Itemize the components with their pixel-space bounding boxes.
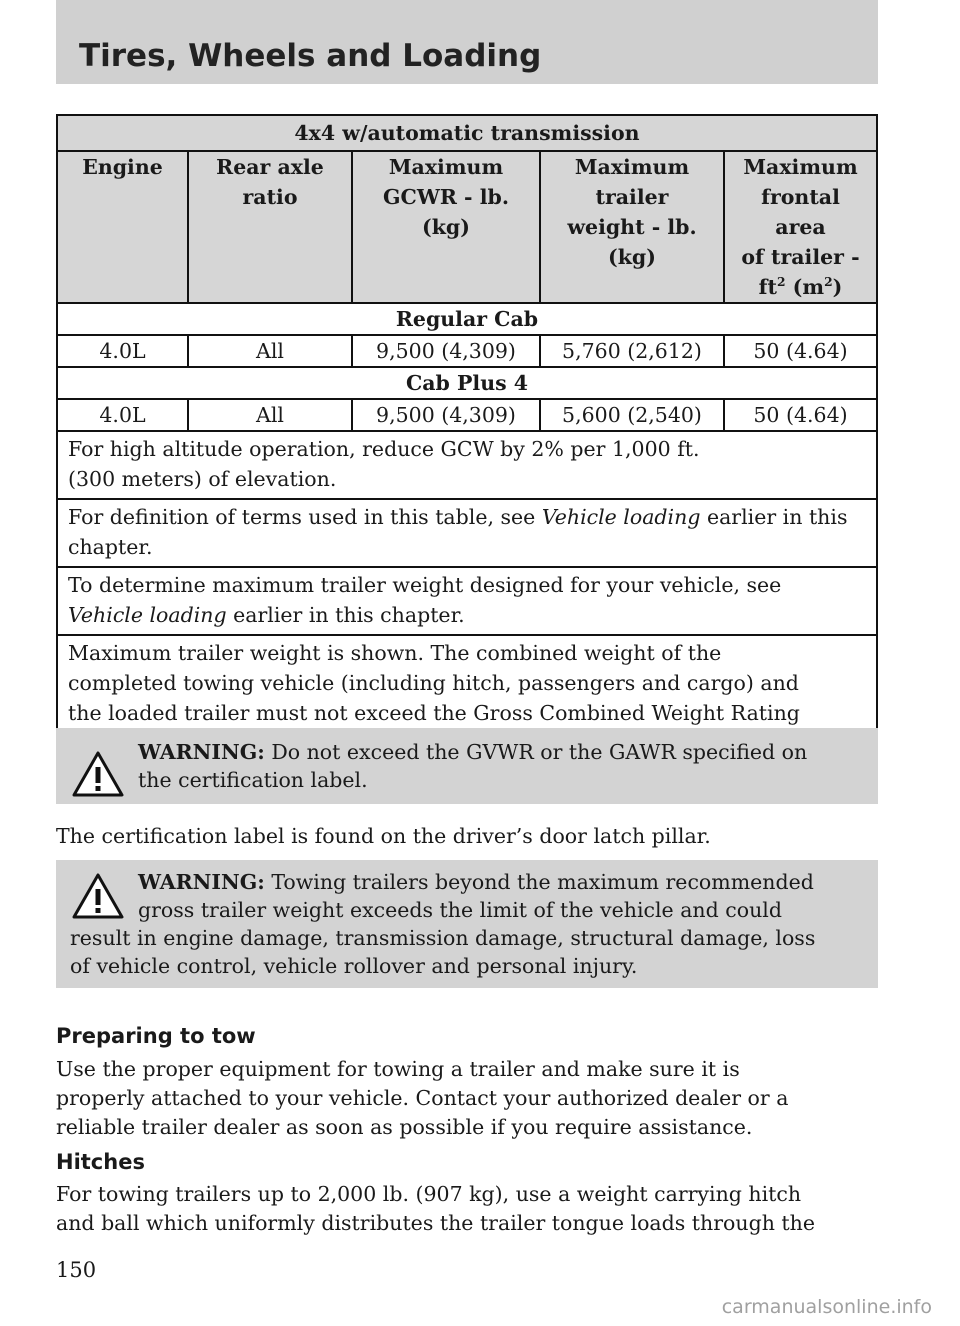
col-trailer-line: (kg) (608, 245, 656, 269)
table-row (57, 335, 877, 367)
note-determine (57, 567, 877, 635)
col-gcwr (352, 151, 540, 303)
group-label: Regular Cab (57, 303, 877, 335)
group-label: Cab Plus 4 (57, 367, 877, 399)
note-row (57, 567, 877, 635)
col-frontal-line: Maximum (743, 155, 858, 179)
warning-line: result in engine damage, transmission damage, structural damage, loss (70, 926, 816, 950)
note-definition (57, 499, 877, 567)
towing-spec-table (56, 114, 878, 764)
warning-box-towing (56, 860, 878, 988)
hitches-text (56, 1180, 886, 1238)
warning-text (70, 868, 864, 980)
col-gcwr-line: Maximum (388, 155, 504, 179)
col-trailer (540, 151, 724, 303)
warning-label: WARNING: (138, 870, 265, 894)
unit-m: (m (792, 275, 825, 299)
vehicle-loading-reference: Vehicle loading (541, 505, 701, 529)
group-row-regular-cab (57, 303, 877, 335)
col-frontal-line: of trailer - (741, 245, 860, 269)
warning-triangle-icon (72, 872, 124, 920)
col-gcwr-line: GCWR - lb. (383, 185, 509, 209)
col-axle (188, 151, 352, 303)
unit-close: ) (832, 275, 843, 299)
watermark: carmanualsonline.info (721, 1296, 932, 1318)
col-frontal-line: frontal area (761, 185, 840, 239)
preparing-text (56, 1055, 886, 1142)
note-altitude (57, 431, 877, 499)
unit-m-exp: 2 (824, 274, 833, 290)
cell-gcwr: 9,500 (4,309) (352, 399, 540, 431)
text-line: reliable trailer dealer as soon as possible if you require assistance. (56, 1115, 753, 1139)
table-title-row (57, 115, 877, 151)
col-engine-label: Engine (82, 155, 163, 179)
col-frontal-units (759, 275, 843, 299)
note-text: For definition of terms used in this table, see (68, 505, 542, 529)
warning-line: the certification label. (138, 768, 368, 792)
warning-line: Towing trailers beyond the maximum recommended (264, 870, 814, 894)
hitches-heading: Hitches (56, 1150, 145, 1174)
note-line: For high altitude operation, reduce GCW by 2% per 1,000 ft. (68, 437, 700, 461)
note-text: earlier in this chapter. (226, 603, 465, 627)
col-frontal (724, 151, 877, 303)
col-axle-line: ratio (242, 185, 298, 209)
warning-text (138, 738, 864, 794)
vehicle-loading-reference: Vehicle loading (68, 603, 227, 627)
cell-gcwr: 9,500 (4,309) (352, 335, 540, 367)
warning-line: Do not exceed the GVWR or the GAWR specified on (264, 740, 808, 764)
text-line: properly attached to your vehicle. Contact your authorized dealer or a (56, 1086, 789, 1110)
group-row-cab-plus-4 (57, 367, 877, 399)
cell-frontal: 50 (4.64) (724, 399, 877, 431)
note-row (57, 499, 877, 567)
warning-label: WARNING: (138, 740, 265, 764)
table-row (57, 399, 877, 431)
preparing-heading: Preparing to tow (56, 1024, 256, 1048)
cell-axle: All (188, 335, 352, 367)
note-text: To determine maximum trailer weight designed for your vehicle, see (68, 573, 782, 597)
col-engine (57, 151, 188, 303)
text-line: For towing trailers up to 2,000 lb. (907 kg), use a weight carrying hitch (56, 1182, 802, 1206)
note-line: (300 meters) of elevation. (68, 467, 337, 491)
warning-line: gross trailer weight exceeds the limit of the vehicle and could (138, 898, 782, 922)
col-trailer-line: Maximum (574, 155, 690, 179)
note-line: the loaded trailer must not exceed the Gross Combined Weight Rating (68, 701, 800, 725)
unit-ft-exp: 2 (776, 274, 786, 290)
note-line: completed towing vehicle (including hitch, passengers and cargo) and (68, 671, 799, 695)
col-trailer-line: weight - lb. (567, 215, 697, 239)
text-line: Use the proper equipment for towing a trailer and make sure it is (56, 1057, 740, 1081)
note-text: earlier in this chapter. (68, 505, 848, 559)
warning-line: of vehicle control, vehicle rollover and personal injury. (70, 954, 638, 978)
cell-trailer: 5,600 (2,540) (540, 399, 724, 431)
certification-text: The certification label is found on the driver’s door latch pillar. (56, 824, 711, 848)
section-title: Tires, Wheels and Loading (79, 38, 542, 74)
page-number: 150 (56, 1258, 97, 1282)
cell-trailer: 5,760 (2,612) (540, 335, 724, 367)
text-line: and ball which uniformly distributes the trailer tongue loads through the (56, 1211, 816, 1235)
cell-axle: All (188, 399, 352, 431)
warning-box-gvwr (56, 728, 878, 804)
note-row (57, 431, 877, 499)
cell-engine: 4.0L (57, 399, 188, 431)
table-header-row (57, 151, 877, 303)
col-gcwr-line: (kg) (422, 215, 470, 239)
unit-ft: ft (758, 275, 777, 299)
col-axle-line: Rear axle (216, 155, 324, 179)
note-line: Maximum trailer weight is shown. The combined weight of the (68, 641, 722, 665)
cell-frontal: 50 (4.64) (724, 335, 877, 367)
warning-triangle-icon (72, 750, 124, 798)
table-title: 4x4 w/automatic transmission (57, 115, 877, 151)
col-trailer-line: trailer (595, 185, 669, 209)
cell-engine: 4.0L (57, 335, 188, 367)
